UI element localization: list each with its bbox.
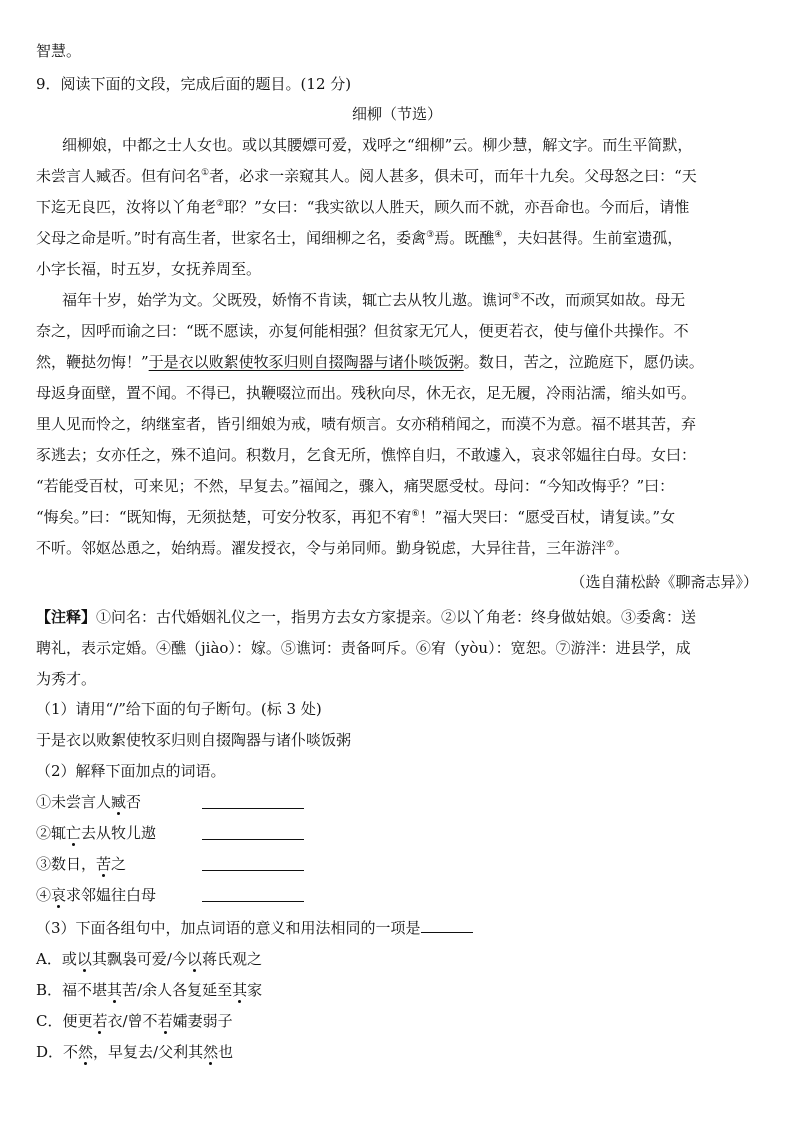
answer-blank-5[interactable] [421, 918, 473, 933]
word-item-2: ②辄亡去从牧儿遨 [36, 824, 157, 842]
dotted-word: 亡 [66, 824, 82, 842]
option-b: B．福不堪其苦/余人各复延至其家 [36, 981, 263, 999]
passage-line: 豕逃去；女亦任之，殊不追问。积数月，乞食无所，憔悴自归，不敢遽入，哀求邻媪往白母。女曰： [36, 446, 697, 464]
dotted-word: 以 [76, 950, 92, 968]
dotted-word: 若 [157, 1012, 173, 1030]
passage-line: 小字长福，时五岁，女抚养周至。 [36, 260, 262, 278]
dotted-word: 若 [92, 1012, 108, 1030]
footnote-mark: ⑥ [411, 509, 420, 519]
word-item-4: ④哀求邻媪往白母 [36, 886, 157, 904]
annotation-line: 为秀才。 [36, 670, 97, 688]
annotation-line: 【注释】①问名：古代婚姻礼仪之一，指男方去女方家提亲。②以丫角老：终身做姑娘。③委禽：送 [36, 608, 697, 626]
option-d: D．不然，早复去/父利其然也 [36, 1043, 234, 1061]
option-c: C．便更若衣/曾不若孀妻弱子 [36, 1012, 233, 1030]
passage-line: 细柳娘，中都之士人女也。或以其腰嫖可爱，戏呼之“细柳”云。柳少慧，解文字。而生平简默， [62, 136, 693, 154]
sub-question-2: （2）解释下面加点的词语。 [36, 762, 226, 780]
dotted-word: 臧 [111, 793, 127, 811]
passage-line: 父母之命是听。”时有高生者，世家名士，闻细柳之名，委禽③焉。既醮④，夫妇甚得。生前室遗孤， [36, 229, 683, 247]
footnote-mark: ② [216, 199, 225, 209]
text-line: 智慧。 [36, 42, 82, 60]
passage-line: 奈之，因呼而谕之曰：“既不愿读，亦复何能相强？但贫家无冗人，便更若衣，使与僮仆共操作。不 [36, 322, 689, 340]
passage-line: 未尝言人臧否。但有问名①者，必求一亲窥其人。阅人甚多，俱未可，而年十九矣。父母怒之曰：“天 [36, 167, 697, 185]
answer-blank-3[interactable] [202, 870, 304, 871]
passage-title: 细柳（节选） [351, 105, 442, 123]
passage-line: “若能受百杖，可来见；不然，早复去。”福闻之，骤入，痛哭愿受杖。母问：“今知改悔乎？”曰： [36, 477, 675, 495]
dotted-word: 以 [186, 950, 202, 968]
passage-line: 然，鞭挞勿悔！”于是衣以败絮使牧豕归则自掇陶器与诸仆啖饭粥。数日，苦之，泣跪庭下，愿仍读。 [36, 353, 704, 371]
dotted-word: 其 [232, 981, 248, 999]
footnote-mark: ④ [494, 230, 503, 240]
sub-question-3: （3）下面各组句中，加点词语的意义和用法相同的一项是 [36, 917, 473, 939]
passage-line: 下迄无良匹，汝将以丫角老②耶？”女曰：“我实欲以人胜天，顾久而不就，亦吾命也。今而后，请惟 [36, 198, 690, 216]
answer-blank-1[interactable] [202, 808, 304, 809]
word-item-3: ③数日，苦之 [36, 855, 127, 873]
footnote-mark: ⑦ [606, 540, 615, 550]
question-9-heading: 9．阅读下面的文段，完成后面的题目。(12 分) [36, 75, 352, 93]
footnote-mark: ① [201, 168, 210, 178]
footnote-mark: ⑤ [512, 292, 521, 302]
dotted-word: 然 [78, 1043, 94, 1061]
underlined-sentence: 于是衣以败絮使牧豕归则自掇陶器与诸仆啖饭粥 [148, 353, 464, 371]
dotted-word: 其 [107, 981, 123, 999]
sub-question-1-sentence: 于是衣以败絮使牧豕归则自掇陶器与诸仆啖饭粥 [36, 731, 352, 749]
passage-line: 不听。邻妪怂恿之，始纳焉。濯发授衣，令与弟同师。勤身锐虑，大异往昔，三年游泮⑦。 [36, 539, 630, 557]
passage-line: 里人见而怜之，纳继室者，皆引细娘为戒，啧有烦言。女亦稍稍闻之，而漠不为意。福不堪其苦，弃 [36, 415, 697, 433]
passage-line: “悔矣。”曰：“既知悔，无须挞楚，可安分牧豕，再犯不宥⑥！”福大哭曰：“愿受百杖，请复读。”女 [36, 508, 676, 526]
word-item-1: ①未尝言人臧否 [36, 793, 142, 811]
passage-line: 母返身面壁，置不闻。不得已，执鞭啜泣而出。残秋向尽，休无衣，足无履，冷雨沾濡，缩头如丐。 [36, 384, 697, 402]
answer-blank-4[interactable] [202, 901, 304, 902]
option-a: A．或以其飘袅可爱/今以蒋氏观之 [36, 950, 262, 968]
dotted-word: 然 [203, 1043, 219, 1061]
answer-blank-2[interactable] [202, 839, 304, 840]
sub-question-1: （1）请用“/”给下面的句子断句。(标 3 处) [36, 700, 322, 718]
dotted-word: 苦 [96, 855, 112, 873]
passage-line: 福年十岁，始学为文。父既殁，娇惰不肯读，辄亡去从牧儿遨。谯诃⑤不改，而顽冥如故。母无 [62, 291, 686, 309]
passage-source: （选自蒲松龄《聊斋志异》） [570, 573, 758, 591]
dotted-word: 哀 [51, 886, 67, 904]
footnote-mark: ③ [426, 230, 435, 240]
annotation-line: 聘礼，表示定婚。④醮（jiào）：嫁。⑤谯诃：责备呵斥。⑥宥（yòu）：宽恕。⑦游泮：进县学，成 [36, 639, 691, 657]
